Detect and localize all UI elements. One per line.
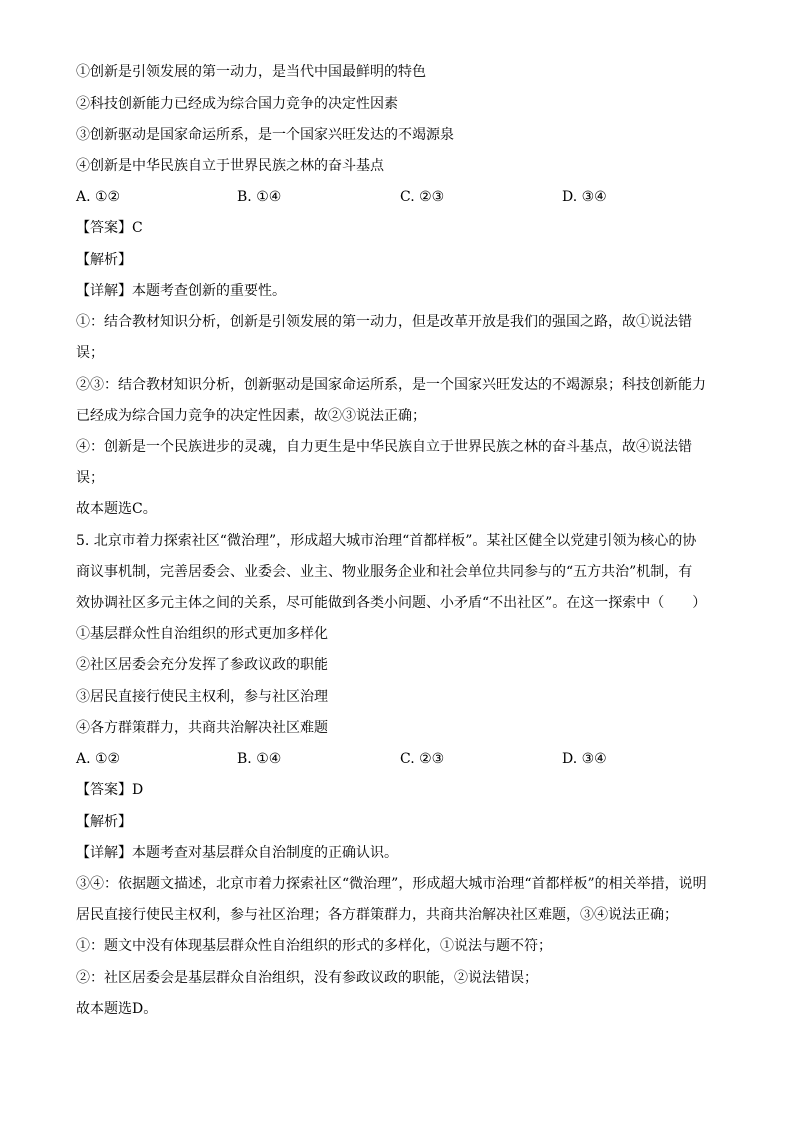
q4-option-b: B. ①④ xyxy=(237,189,282,205)
q5-item-3: ③居民直接行使民主权利，参与社区治理 xyxy=(76,689,328,705)
q4-answer: 【答案】C xyxy=(76,220,143,236)
q5-answer: 【答案】D xyxy=(76,782,144,798)
q5-stem-line-3: 效协调社区多元主体之间的关系，尽可能做到各类小问题、小矛盾“不出社区”。在这一探索中（ ） xyxy=(76,595,707,611)
q4-item-4: ④创新是中华民族自立于世界民族之林的奋斗基点 xyxy=(76,158,384,174)
q5-explanation-1-cont: 居民直接行使民主权利，参与社区治理；各方群策群力，共商共治解决社区难题，③④说法正确； xyxy=(76,907,678,923)
q5-conclusion: 故本题选D。 xyxy=(76,1001,158,1017)
q5-detail: 【详解】本题考查对基层群众自治制度的正确认识。 xyxy=(76,845,398,861)
q4-explanation-1: ①：结合教材知识分析，创新是引领发展的第一动力，但是改革开放是我们的强国之路，故①说法错 xyxy=(76,314,692,330)
q5-option-d: D. ③④ xyxy=(562,751,607,767)
q5-option-b: B. ①④ xyxy=(237,751,282,767)
q4-explanation-2-cont: 已经成为综合国力竞争的决定性因素，故②③说法正确； xyxy=(76,408,426,424)
q4-explanation-3-cont: 误； xyxy=(76,470,104,486)
q4-explanation-2: ②③：结合教材知识分析，创新驱动是国家命运所系，是一个国家兴旺发达的不竭源泉；科技创新能力 xyxy=(76,377,706,393)
q4-item-1: ①创新是引领发展的第一动力，是当代中国最鲜明的特色 xyxy=(76,64,426,80)
q4-option-d: D. ③④ xyxy=(562,189,607,205)
q4-explanation-1-cont: 误； xyxy=(76,345,104,361)
q4-item-2: ②科技创新能力已经成为综合国力竞争的决定性因素 xyxy=(76,96,398,112)
q4-option-c: C. ②③ xyxy=(400,189,445,205)
q5-item-4: ④各方群策群力，共商共治解决社区难题 xyxy=(76,720,328,736)
q4-explanation-3: ④：创新是一个民族进步的灵魂，自力更生是中华民族自立于世界民族之林的奋斗基点，故④说法错 xyxy=(76,439,692,455)
q5-options xyxy=(76,749,716,769)
q5-analysis-label: 【解析】 xyxy=(76,814,132,830)
q4-options xyxy=(76,187,716,207)
q5-explanation-2: ①：题文中没有体现基层群众性自治组织的形式的多样化，①说法与题不符； xyxy=(76,938,552,954)
q5-explanation-1: ③④：依据题文描述，北京市着力探索社区“微治理”，形成超大城市治理“首都样板”的相关举措，说明 xyxy=(76,876,707,892)
q5-stem-line-2: 商议事机制，完善居委会、业委会、业主、物业服务企业和社会单位共同参与的“五方共治”机制，有 xyxy=(76,564,693,580)
q4-option-a: A. ①② xyxy=(76,189,121,205)
q5-item-2: ②社区居委会充分发挥了参政议政的职能 xyxy=(76,657,328,673)
q5-item-1: ①基层群众性自治组织的形式更加多样化 xyxy=(76,626,328,642)
q5-stem-line-1: 5. 北京市着力探索社区“微治理”，形成超大城市治理“首都样板”。某社区健全以党建引领为核心的协 xyxy=(76,533,697,549)
q4-item-3: ③创新驱动是国家命运所系，是一个国家兴旺发达的不竭源泉 xyxy=(76,127,454,143)
q4-conclusion: 故本题选C。 xyxy=(76,501,157,517)
q5-option-c: C. ②③ xyxy=(400,751,445,767)
q5-explanation-3: ②：社区居委会是基层群众自治组织，没有参政议政的职能，②说法错误； xyxy=(76,970,538,986)
q5-option-a: A. ①② xyxy=(76,751,121,767)
q4-detail: 【详解】本题考查创新的重要性。 xyxy=(76,283,286,299)
q4-analysis-label: 【解析】 xyxy=(76,252,132,268)
